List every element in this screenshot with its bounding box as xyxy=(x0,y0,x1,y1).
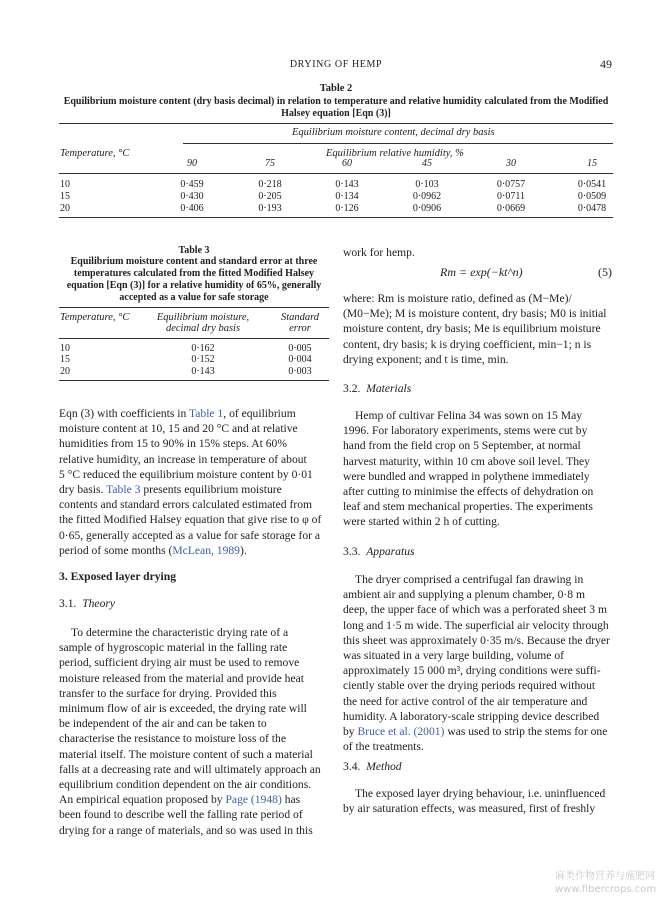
section-3-4-heading: 3.4. Method xyxy=(343,760,402,773)
table2-cell: 0·218 xyxy=(258,179,282,190)
text-line: The dryer comprised a centrifugal fan drawing in xyxy=(355,573,584,586)
text-line: were bundled and wrapped in polythene immediately xyxy=(343,469,590,483)
text-line: period, sufficient drying air must be used to remove xyxy=(59,656,300,670)
table3-caption-line: equation [Eqn (3)] for a relative humidity of 65%, generally xyxy=(66,280,322,291)
table3-se-cell: 0·005 xyxy=(288,343,312,354)
text-line: (M0−Me); M is moisture content, dry basis; M0 is initial xyxy=(343,307,607,321)
text-line: harvest maturity, within 10 cm above soil level. They xyxy=(343,454,590,468)
table3-caption-line: Equilibrium moisture content and standard error at three xyxy=(70,256,318,267)
text-line: minimum flow of air is exceeded, the drying rate will xyxy=(59,702,307,716)
watermark xyxy=(555,870,656,896)
table2-col-header: 15 xyxy=(587,158,597,169)
text-line: approximately 15 000 m³, drying conditions were suffi- xyxy=(343,664,601,678)
text-line: was situated in a very large building, volume of xyxy=(343,649,564,663)
text-line: humidity. A laboratory-scale stripping device described xyxy=(343,709,600,723)
table2-col-header: 60 xyxy=(342,158,352,169)
text-line: 0·65, generally accepted as a value for safe storage for a xyxy=(59,528,321,542)
table3-link[interactable]: Table 3 xyxy=(106,483,141,497)
section-3-1-heading: 3.1. Theory xyxy=(59,597,116,610)
table2-col-header: 45 xyxy=(422,158,432,169)
table3-se-header-line: Standard xyxy=(280,312,320,323)
table2-col-header: 30 xyxy=(506,158,516,169)
text-line: by air saturation effects, was measured, first of freshly xyxy=(343,802,596,816)
right-where-para xyxy=(343,291,613,367)
table2-caption-line: Equilibrium moisture content (dry basis decimal) in relation to temperature and relative humidity calculated from the Modified xyxy=(63,96,609,107)
table3-emc-cell: 0·143 xyxy=(191,366,215,377)
text-line: content, dry basis; k is drying coefficient, min−1; n is xyxy=(343,337,592,351)
table3-emc-cell: 0·162 xyxy=(191,343,215,354)
text-line: material itself. The moisture content of such a material xyxy=(59,747,313,761)
table3-temp-cell: 10 xyxy=(60,343,70,354)
text-line: where: Rm is moisture ratio, defined as (M−Me)/ xyxy=(343,292,572,305)
left-para-1 xyxy=(59,406,329,558)
text-line: 1996. For laboratory experiments, stems were cut by xyxy=(343,424,588,438)
text-line: relative humidity, an increase in temperature of about xyxy=(59,452,307,466)
text-line: after cutting to minimise the effects of dehydration on xyxy=(343,485,594,499)
text-line: moisture released from the material and provide heat xyxy=(59,671,304,685)
table2-cell: 0·0906 xyxy=(412,203,442,214)
text-line: moisture content, dry basis; Me is equilibrium moisture xyxy=(343,322,601,336)
text-line: of the treatments. xyxy=(343,740,424,754)
table1-link[interactable]: Table 1 xyxy=(188,407,224,420)
section-3-2-heading: 3.2. Materials xyxy=(343,382,412,395)
table2-caption-line: Halsey equation [Eqn (3)] xyxy=(281,108,391,119)
table3-caption-line: temperatures calculated from the fitted Modified Halsey xyxy=(73,268,315,279)
page-citation-link[interactable]: Page (1948) xyxy=(225,793,282,807)
table3-emc-header xyxy=(148,312,258,334)
table2-cell: 0·406 xyxy=(180,203,204,214)
table2-cell: 0·103 xyxy=(415,179,439,190)
table3-se-header xyxy=(272,312,328,334)
text-line: by Bruce et al. (2001) was used to strip the stems for one xyxy=(343,725,608,739)
section-3-heading: 3. Exposed layer drying xyxy=(59,570,177,583)
table2-cell: 0·205 xyxy=(258,191,282,202)
text-line: 5 °C reduced the equilibrium moisture content by 0·01 xyxy=(59,467,313,481)
text-line: humidities from 15 to 90% in 15% steps. At 60% xyxy=(59,437,287,451)
text-line: were started within 2 h of cutting. xyxy=(343,515,500,529)
text-line: moisture content at 10, 15 and 20 °C and at relative xyxy=(59,422,298,436)
table2-col-header: 75 xyxy=(265,158,275,169)
text-line: period of some months (McLean, 1989). xyxy=(59,543,247,557)
text-line: be independent of the air and can be taken to xyxy=(59,717,267,731)
table2-cell: 0·0962 xyxy=(412,191,442,202)
table2-header-sub: Equilibrium relative humidity, % xyxy=(326,148,464,159)
text-line: Hemp of cultivar Felina 34 was sown on 15 May xyxy=(355,409,583,422)
text-line: dry basis. Table 3 presents equilibrium moisture xyxy=(59,483,282,497)
table2-col-header: 90 xyxy=(187,158,197,169)
table2-temp-cell: 20 xyxy=(60,203,70,214)
table2-temp-header: Temperature, °C xyxy=(60,148,130,159)
text-line: falls at a decreasing rate and will ultimately approach an xyxy=(59,762,321,776)
right-apparatus-para xyxy=(343,572,613,754)
text-line: the need for active control of the air temperature and xyxy=(343,694,588,708)
table3-caption xyxy=(59,256,329,304)
table2-cell: 0·143 xyxy=(335,179,359,190)
table2-label: Table 2 xyxy=(319,83,353,94)
left-para-theory xyxy=(59,625,329,838)
table2-cell: 0·134 xyxy=(335,191,359,202)
table2-cell: 0·459 xyxy=(180,179,204,190)
watermark-line: 麻类作物营养与施肥网 xyxy=(555,871,655,882)
text-line: this sheet was approximately 0·35 m/s. Because the dryer xyxy=(343,633,610,647)
mclean-citation-link[interactable]: McLean, 1989 xyxy=(172,543,240,557)
text-line: To determine the characteristic drying rate of a xyxy=(71,626,289,639)
table3-emc-header-line: Equilibrium moisture, xyxy=(156,312,250,323)
table3-caption-line: accepted as a value for safe storage xyxy=(119,292,269,303)
table3-se-cell: 0·003 xyxy=(288,366,312,377)
table3-se-cell: 0·004 xyxy=(288,354,312,365)
text-line: been found to describe well the falling rate period of xyxy=(59,808,303,822)
text-line: leaf and stem mechanical properties. The experiments xyxy=(343,500,593,514)
table3-se-header-line: error xyxy=(289,323,311,334)
text-line: deep, the upper face of which was a perforated sheet 3 m xyxy=(343,603,607,617)
table2-caption xyxy=(59,96,613,120)
text-line: characterise the resistance to moisture loss of the xyxy=(59,732,286,746)
table3-temp-cell: 20 xyxy=(60,366,70,377)
text-line: The exposed layer drying behaviour, i.e. uninfluenced xyxy=(355,787,606,800)
text-line: ciently stable over the drying periods required without xyxy=(343,679,596,693)
bruce-citation-link[interactable]: Bruce et al. (2001) xyxy=(357,725,445,739)
table3-label: Table 3 xyxy=(178,245,210,256)
text-line: hand from the field crop on 5 September, at normal xyxy=(343,439,581,453)
table3-top-rule xyxy=(59,307,329,308)
table2-cell: 0·0509 xyxy=(577,191,607,202)
table2-cell: 0·0669 xyxy=(496,203,526,214)
table3-mid-rule xyxy=(59,338,329,339)
text-line: equilibrium condition dependent on the air conditions. xyxy=(59,778,312,792)
table2-temp-cell: 15 xyxy=(60,191,70,202)
equation-number: (5) xyxy=(598,265,612,279)
table2-header-rule xyxy=(183,143,613,144)
text-line: long and 1·5 m wide. The superficial air velocity through xyxy=(343,618,609,632)
table3-temp-cell: 15 xyxy=(60,354,70,365)
text-line: contents and standard errors calculated estimated from xyxy=(59,498,313,512)
table2-temp-cell: 10 xyxy=(60,179,70,190)
right-intro: work for hemp. xyxy=(343,246,415,259)
page-number: 49 xyxy=(600,57,612,71)
table2-cell: 0·0711 xyxy=(497,191,525,202)
table2-header-main: Equilibrium moisture content, decimal dry basis xyxy=(292,127,495,138)
table2-cell: 0·126 xyxy=(335,203,359,214)
text-line: drying exponent; and t is time, min. xyxy=(343,352,509,366)
table2-cell: 0·430 xyxy=(180,191,204,202)
table3-emc-header-line: decimal dry basis xyxy=(165,323,241,334)
right-materials-para xyxy=(343,408,613,530)
table3-bottom-rule xyxy=(59,380,329,381)
watermark-line: www.fibercrops.com xyxy=(555,884,657,895)
right-method-para xyxy=(343,786,613,816)
table2-bottom-rule xyxy=(59,217,613,218)
text-line: Eqn (3) with coefficients in Table 1, of equilibrium xyxy=(59,407,296,420)
text-line: ambient air and supplying a plenum chamber, 0·8 m xyxy=(343,588,585,602)
table3-temp-header: Temperature, °C xyxy=(60,312,130,323)
text-line: transfer to the surface for drying. Provided this xyxy=(59,686,277,700)
table2-cell: 0·193 xyxy=(258,203,282,214)
table2-cell: 0·0478 xyxy=(577,203,607,214)
text-line: drying for a range of materials, and so was used in this xyxy=(59,823,313,837)
table2-mid-rule xyxy=(59,173,613,174)
text-line: sample of hygroscopic material in the falling rate xyxy=(59,641,288,655)
table2-top-rule xyxy=(59,123,613,124)
running-head: DRYING OF HEMP xyxy=(289,59,383,70)
equation-5: Rm = exp(−kt^n) xyxy=(440,265,523,279)
text-line: An empirical equation proposed by Page (1948) has xyxy=(59,793,301,807)
text-line: the fitted Modified Halsey equation that give rise to φ of xyxy=(59,513,322,527)
table3-emc-cell: 0·152 xyxy=(191,354,215,365)
table2-cell: 0·0541 xyxy=(577,179,607,190)
table2-cell: 0·0757 xyxy=(496,179,526,190)
section-3-3-heading: 3.3. Apparatus xyxy=(343,545,415,558)
